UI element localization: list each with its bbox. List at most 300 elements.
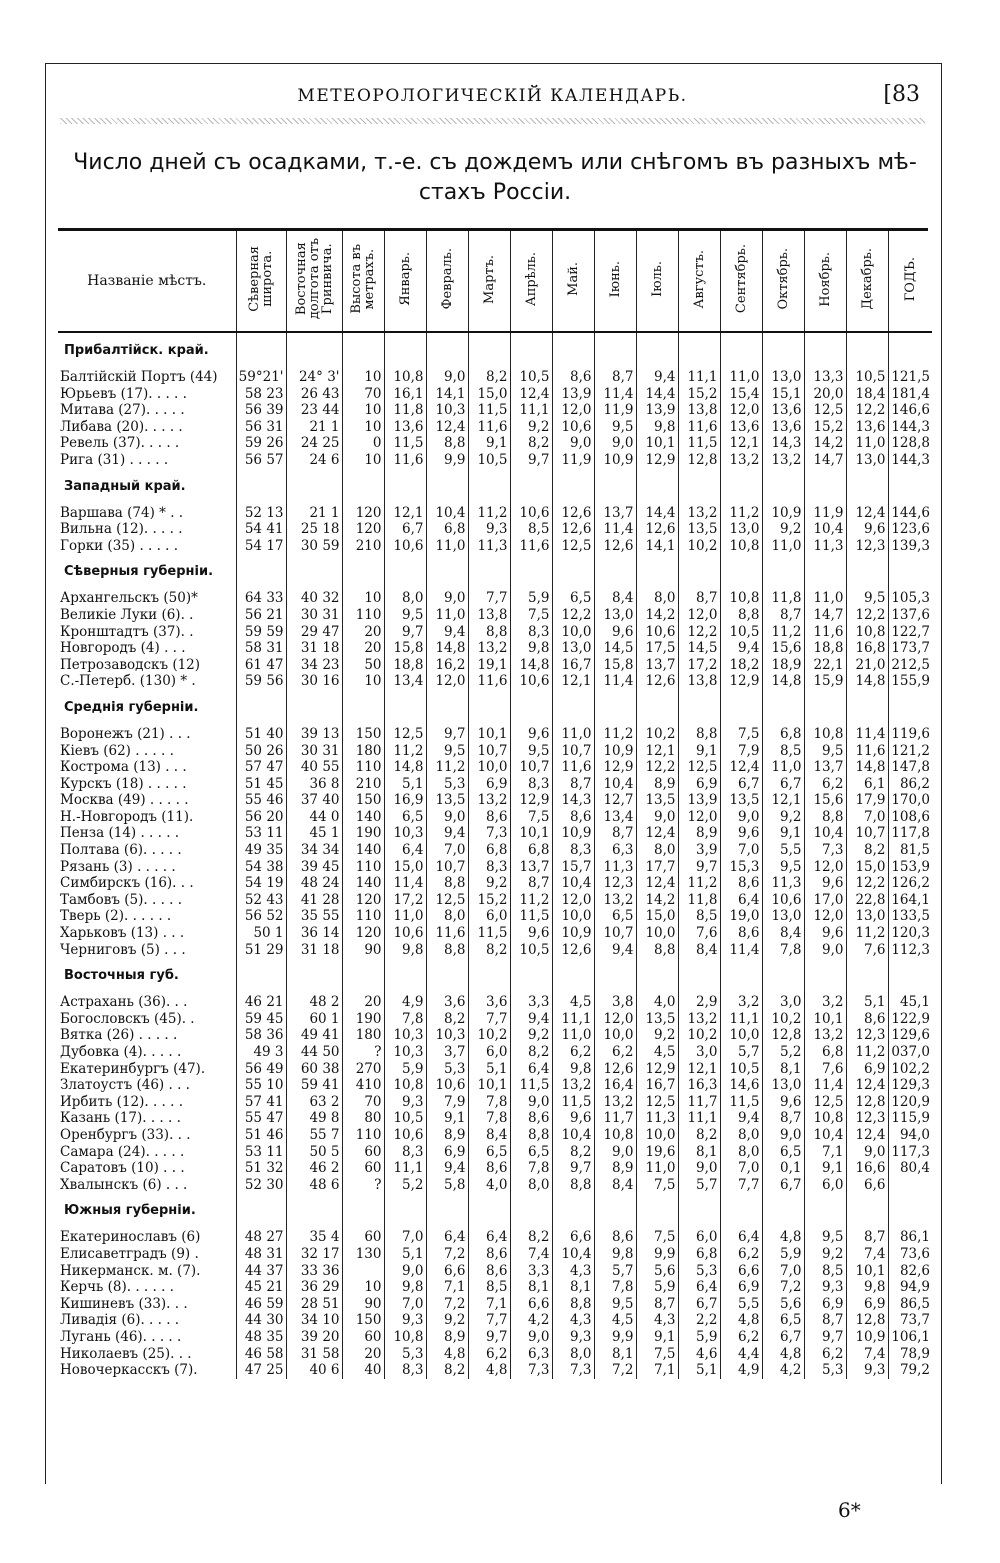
value-cell: 86,1 <box>888 1229 932 1246</box>
value-cell: 4,4 <box>720 1346 762 1363</box>
value-cell: 36 29 <box>286 1279 342 1296</box>
table-row <box>58 1329 932 1346</box>
value-cell: 11,5 <box>678 435 720 452</box>
value-cell: 9,7 <box>468 1329 510 1346</box>
value-cell: 10,1 <box>804 1011 846 1028</box>
empty-cell <box>804 469 846 505</box>
value-cell: 6,9 <box>804 1296 846 1313</box>
section-header-row <box>58 958 932 994</box>
table-row <box>58 1061 932 1078</box>
empty-cell <box>236 1193 286 1229</box>
empty-cell <box>286 690 342 726</box>
value-cell: 11,2 <box>468 505 510 522</box>
value-cell: 4,3 <box>636 1312 678 1329</box>
empty-cell <box>594 554 636 590</box>
value-cell: 9,1 <box>468 435 510 452</box>
value-cell: 15,2 <box>468 892 510 909</box>
value-cell: 59 26 <box>236 435 286 452</box>
value-cell: 9,7 <box>804 1329 846 1346</box>
value-cell: 12,9 <box>510 792 552 809</box>
value-cell: 11,2 <box>846 1044 888 1061</box>
value-cell: 4,8 <box>762 1346 804 1363</box>
value-cell: 180 <box>342 1027 384 1044</box>
value-cell: 212,5 <box>888 657 932 674</box>
place-name-cell: Елисаветградъ (9) . <box>60 1245 199 1262</box>
value-cell: 9,2 <box>510 1027 552 1044</box>
value-cell: 37 40 <box>286 792 342 809</box>
value-cell: 5,3 <box>384 1346 426 1363</box>
value-cell: 10,9 <box>594 743 636 760</box>
value-cell: 82,6 <box>888 1263 932 1280</box>
value-cell: 12,1 <box>720 435 762 452</box>
value-cell: 8,9 <box>426 1127 468 1144</box>
value-cell: 3,0 <box>678 1044 720 1061</box>
value-cell: 11,6 <box>468 673 510 690</box>
value-cell: 8,7 <box>552 776 594 793</box>
value-cell: 6,0 <box>468 1044 510 1061</box>
value-cell: 14,8 <box>762 673 804 690</box>
value-cell: 59 59 <box>236 624 286 641</box>
empty-cell <box>342 332 384 369</box>
value-cell: 12,2 <box>846 402 888 419</box>
value-cell: 9,2 <box>468 875 510 892</box>
value-cell: 63 2 <box>286 1094 342 1111</box>
value-cell: 12,5 <box>426 892 468 909</box>
value-cell: 6,6 <box>510 1296 552 1313</box>
value-cell: 13,3 <box>804 369 846 386</box>
value-cell: 6,3 <box>510 1346 552 1363</box>
value-cell: 13,0 <box>552 640 594 657</box>
value-cell: 12,2 <box>552 607 594 624</box>
value-cell: 55 7 <box>286 1127 342 1144</box>
value-cell: 11,6 <box>846 743 888 760</box>
value-cell: 59°21' <box>236 369 286 386</box>
value-cell: 11,1 <box>384 1160 426 1177</box>
value-cell: 6,4 <box>426 1229 468 1246</box>
place-name-cell: Воронежъ (21) . . . <box>60 725 191 742</box>
value-cell: 10,7 <box>846 825 888 842</box>
empty-cell <box>552 554 594 590</box>
value-cell: 4,8 <box>468 1362 510 1379</box>
value-cell: 9,4 <box>636 369 678 386</box>
value-cell: 8,7 <box>594 825 636 842</box>
value-cell: 8,3 <box>468 859 510 876</box>
value-cell: 5,1 <box>846 994 888 1011</box>
value-cell: 8,3 <box>510 624 552 641</box>
empty-cell <box>510 469 552 505</box>
empty-cell <box>804 332 846 369</box>
value-cell: 34 10 <box>286 1312 342 1329</box>
value-cell: 60 1 <box>286 1011 342 1028</box>
value-cell: 12,6 <box>552 505 594 522</box>
value-cell: 122,7 <box>888 624 932 641</box>
value-cell: 5,9 <box>510 590 552 607</box>
value-cell: 410 <box>342 1077 384 1094</box>
value-cell: 13,5 <box>426 792 468 809</box>
section-header-row <box>58 1193 932 1229</box>
value-cell: 56 57 <box>236 452 286 469</box>
value-cell: 6,8 <box>426 521 468 538</box>
value-cell: 6,4 <box>720 1229 762 1246</box>
value-cell: 15,2 <box>678 386 720 403</box>
value-cell: 8,0 <box>636 842 678 859</box>
value-cell: 8,5 <box>762 743 804 760</box>
value-cell: 8,6 <box>552 809 594 826</box>
value-cell: 11,1 <box>552 1011 594 1028</box>
value-cell: 8,2 <box>510 1044 552 1061</box>
table-row <box>58 743 932 760</box>
value-cell: 10,8 <box>846 624 888 641</box>
value-cell: 8,8 <box>510 1127 552 1144</box>
value-cell: 7,3 <box>510 1362 552 1379</box>
value-cell: 120 <box>342 505 384 522</box>
empty-cell <box>426 332 468 369</box>
value-cell: 56 39 <box>236 402 286 419</box>
empty-cell <box>236 469 286 505</box>
value-cell: 8,1 <box>678 1144 720 1161</box>
value-cell: 9,4 <box>720 640 762 657</box>
value-cell: 45 21 <box>236 1279 286 1296</box>
value-cell: 11,2 <box>384 743 426 760</box>
value-cell: 110 <box>342 908 384 925</box>
value-cell: 8,0 <box>552 1346 594 1363</box>
value-cell: 10,2 <box>678 1027 720 1044</box>
value-cell: 8,8 <box>720 607 762 624</box>
empty-cell <box>384 332 426 369</box>
value-cell: 12,5 <box>804 402 846 419</box>
value-cell: 9,6 <box>720 825 762 842</box>
value-cell: 8,5 <box>510 521 552 538</box>
value-cell: 146,6 <box>888 402 932 419</box>
value-cell: 9,0 <box>678 1160 720 1177</box>
value-cell: 61 47 <box>236 657 286 674</box>
table-row <box>58 1263 932 1280</box>
value-cell: 60 <box>342 1329 384 1346</box>
value-cell: 35 55 <box>286 908 342 925</box>
value-cell: 20,0 <box>804 386 846 403</box>
value-cell: 9,0 <box>510 1329 552 1346</box>
value-cell: 46 2 <box>286 1160 342 1177</box>
empty-cell <box>762 1193 804 1229</box>
value-cell: 9,7 <box>426 726 468 743</box>
value-cell: 8,2 <box>426 1362 468 1379</box>
value-cell: 9,6 <box>846 521 888 538</box>
value-cell: 8,8 <box>426 435 468 452</box>
place-name-cell: Ирбить (12). . . . . <box>60 1093 183 1110</box>
value-cell: 34 34 <box>286 842 342 859</box>
value-cell: 12,9 <box>636 452 678 469</box>
value-cell: 8,3 <box>510 776 552 793</box>
value-cell: 120 <box>342 521 384 538</box>
value-cell: 8,0 <box>636 590 678 607</box>
value-cell: ? <box>342 1177 384 1194</box>
place-name-cell: Николаевъ (25). . . <box>60 1345 192 1362</box>
value-cell: 8,1 <box>762 1061 804 1078</box>
value-cell: 20 <box>342 994 384 1011</box>
value-cell: 11,1 <box>510 402 552 419</box>
value-cell: 10,6 <box>510 673 552 690</box>
value-cell: 26 43 <box>286 386 342 403</box>
value-cell: 60 <box>342 1229 384 1246</box>
header-month: Февраль. <box>426 231 468 332</box>
value-cell: 8,6 <box>468 809 510 826</box>
value-cell: 4,8 <box>426 1346 468 1363</box>
value-cell: 9,8 <box>384 1279 426 1296</box>
value-cell: 8,4 <box>594 1177 636 1194</box>
value-cell: 13,6 <box>720 419 762 436</box>
table-row <box>58 590 932 607</box>
value-cell: 86,2 <box>888 776 932 793</box>
value-cell: 51 46 <box>236 1127 286 1144</box>
value-cell: 24 25 <box>286 435 342 452</box>
value-cell: 12,0 <box>804 908 846 925</box>
value-cell: 9,5 <box>594 1296 636 1313</box>
value-cell: 4,6 <box>678 1346 720 1363</box>
value-cell: 8,9 <box>678 825 720 842</box>
value-cell: 14,8 <box>846 759 888 776</box>
value-cell: 9,0 <box>636 809 678 826</box>
value-cell: 16,1 <box>384 386 426 403</box>
value-cell: 14,4 <box>636 386 678 403</box>
value-cell: 5,8 <box>426 1177 468 1194</box>
value-cell: 7,4 <box>510 1246 552 1263</box>
value-cell: 20 <box>342 1346 384 1363</box>
value-cell: 9,8 <box>846 1279 888 1296</box>
value-cell: 18,9 <box>762 657 804 674</box>
value-cell: 10,9 <box>552 925 594 942</box>
table-row <box>58 1144 932 1161</box>
value-cell: 7,2 <box>594 1362 636 1379</box>
value-cell: 10,5 <box>510 369 552 386</box>
empty-cell <box>720 332 762 369</box>
value-cell: 6,9 <box>720 1279 762 1296</box>
value-cell: 4,8 <box>720 1312 762 1329</box>
value-cell: 31 58 <box>286 1346 342 1363</box>
value-cell: 10,2 <box>468 1027 510 1044</box>
table-row <box>58 1296 932 1313</box>
value-cell: 3,0 <box>762 994 804 1011</box>
value-cell: 80 <box>342 1110 384 1127</box>
value-cell: 10,4 <box>552 1127 594 1144</box>
value-cell: 7,9 <box>426 1094 468 1111</box>
value-cell: 8,7 <box>762 607 804 624</box>
value-cell: 122,9 <box>888 1011 932 1028</box>
value-cell: 57 47 <box>236 759 286 776</box>
value-cell: 13,7 <box>594 505 636 522</box>
value-cell: 8,2 <box>552 1144 594 1161</box>
value-cell: 10,7 <box>426 859 468 876</box>
value-cell: 14,7 <box>804 452 846 469</box>
value-cell: 10 <box>342 1279 384 1296</box>
value-cell: 17,5 <box>636 640 678 657</box>
value-cell: 10,9 <box>846 1329 888 1346</box>
value-cell: 9,5 <box>510 743 552 760</box>
value-cell: 14,8 <box>384 759 426 776</box>
value-cell: 9,6 <box>594 624 636 641</box>
table-row <box>58 825 932 842</box>
value-cell: 13,2 <box>804 1027 846 1044</box>
value-cell: 12,7 <box>594 792 636 809</box>
value-cell: 126,2 <box>888 875 932 892</box>
value-cell: 6,7 <box>762 1177 804 1194</box>
value-cell: 7,5 <box>720 726 762 743</box>
value-cell: 137,6 <box>888 607 932 624</box>
value-cell: 10 <box>342 402 384 419</box>
value-cell: 9,1 <box>426 1110 468 1127</box>
value-cell: 19,0 <box>720 908 762 925</box>
value-cell: 12,5 <box>804 1094 846 1111</box>
value-cell: 8,2 <box>678 1127 720 1144</box>
section-title: Сѣверныя губерніи. <box>64 564 214 580</box>
value-cell: 12,4 <box>636 875 678 892</box>
value-cell: 9,0 <box>426 369 468 386</box>
value-cell: 7,1 <box>468 1296 510 1313</box>
value-cell: 9,7 <box>552 1160 594 1177</box>
table-row <box>58 859 932 876</box>
value-cell: 6,9 <box>426 1144 468 1161</box>
empty-cell <box>594 469 636 505</box>
value-cell: 10,8 <box>384 369 426 386</box>
value-cell: 7,0 <box>426 842 468 859</box>
header-row <box>58 231 932 332</box>
value-cell: 4,0 <box>468 1177 510 1194</box>
place-name-cell: С.-Петерб. (130) * . <box>60 673 196 690</box>
value-cell: 21 1 <box>286 419 342 436</box>
value-cell: 12,2 <box>846 607 888 624</box>
empty-cell <box>426 554 468 590</box>
value-cell: 54 41 <box>236 521 286 538</box>
value-cell: 3,7 <box>426 1044 468 1061</box>
value-cell: 9,3 <box>552 1329 594 1346</box>
table-row <box>58 875 932 892</box>
value-cell: 155,9 <box>888 673 932 690</box>
value-cell: 10,6 <box>384 925 426 942</box>
value-cell: 8,1 <box>552 1279 594 1296</box>
value-cell: 5,3 <box>678 1263 720 1280</box>
value-cell: 9,0 <box>804 942 846 959</box>
value-cell: 53 11 <box>236 1144 286 1161</box>
value-cell: 11,6 <box>804 624 846 641</box>
value-cell: 12,4 <box>510 386 552 403</box>
table-row <box>58 402 932 419</box>
table-row <box>58 369 932 386</box>
value-cell: 48 24 <box>286 875 342 892</box>
value-cell: 10 <box>342 419 384 436</box>
empty-cell <box>720 958 762 994</box>
value-cell: 15,6 <box>804 792 846 809</box>
place-name-cell: Либава (20). . . . . <box>60 418 183 435</box>
value-cell: 12,8 <box>678 452 720 469</box>
value-cell: 8,3 <box>384 1144 426 1161</box>
empty-cell <box>720 690 762 726</box>
table-row <box>58 386 932 403</box>
section-title: Западный край. <box>64 478 186 494</box>
table-row <box>58 419 932 436</box>
value-cell: 7,3 <box>468 825 510 842</box>
value-cell: 4,9 <box>384 994 426 1011</box>
table-row <box>58 1094 932 1111</box>
value-cell: 90 <box>342 1296 384 1313</box>
value-cell: 12,2 <box>636 759 678 776</box>
value-cell: 5,3 <box>426 776 468 793</box>
value-cell: 5,1 <box>468 1061 510 1078</box>
value-cell: 5,5 <box>720 1296 762 1313</box>
value-cell: 58 36 <box>236 1027 286 1044</box>
value-cell: 12,3 <box>846 538 888 555</box>
value-cell: 11,5 <box>468 402 510 419</box>
value-cell: 16,9 <box>384 792 426 809</box>
value-cell: 11,2 <box>846 925 888 942</box>
value-cell: 12,0 <box>804 859 846 876</box>
value-cell: 13,2 <box>468 792 510 809</box>
value-cell: 9,0 <box>846 1144 888 1161</box>
value-cell: 70 <box>342 386 384 403</box>
header-month: Ноябрь. <box>804 231 846 332</box>
value-cell: 140 <box>342 842 384 859</box>
value-cell: 11,8 <box>678 892 720 909</box>
empty-cell <box>236 690 286 726</box>
header-month: Апрѣль. <box>510 231 552 332</box>
value-cell: 129,6 <box>888 1027 932 1044</box>
empty-cell <box>636 1193 678 1229</box>
value-cell: 10,5 <box>468 452 510 469</box>
value-cell: 10,7 <box>510 759 552 776</box>
empty-cell <box>468 469 510 505</box>
value-cell: 52 13 <box>236 505 286 522</box>
empty-cell <box>846 690 888 726</box>
value-cell: 46 58 <box>236 1346 286 1363</box>
value-cell: 8,7 <box>510 875 552 892</box>
value-cell: 55 47 <box>236 1110 286 1127</box>
value-cell: 121,2 <box>888 743 932 760</box>
value-cell: 10,0 <box>636 1127 678 1144</box>
value-cell: 18,2 <box>720 657 762 674</box>
value-cell: 11,6 <box>384 452 426 469</box>
value-cell: 11,1 <box>678 369 720 386</box>
value-cell: 9,8 <box>552 1061 594 1078</box>
empty-cell <box>846 469 888 505</box>
value-cell: 12,6 <box>636 673 678 690</box>
empty-cell <box>426 958 468 994</box>
value-cell: 12,6 <box>636 521 678 538</box>
value-cell: 55 46 <box>236 792 286 809</box>
value-cell: 51 40 <box>236 726 286 743</box>
value-cell: 9,2 <box>804 1246 846 1263</box>
empty-cell <box>468 1193 510 1229</box>
value-cell: 7,6 <box>846 942 888 959</box>
running-title: МЕТЕОРОЛОГИЧЕСКІЙ КАЛЕНДАРЬ. <box>297 86 688 106</box>
place-name-cell: Казань (17). . . . . <box>60 1110 181 1127</box>
value-cell: 10,7 <box>468 743 510 760</box>
value-cell: 8,8 <box>552 1296 594 1313</box>
value-cell: 5,2 <box>384 1177 426 1194</box>
value-cell: 4,9 <box>720 1362 762 1379</box>
value-cell: 13,2 <box>468 640 510 657</box>
value-cell: 10,8 <box>804 1110 846 1127</box>
value-cell: 12,4 <box>846 1077 888 1094</box>
value-cell: 15,7 <box>552 859 594 876</box>
value-cell: 12,8 <box>846 1094 888 1111</box>
table-row <box>58 1160 932 1177</box>
place-name-cell: Ревель (37). . . . . <box>60 435 180 452</box>
value-cell: 190 <box>342 1011 384 1028</box>
value-cell: 7,4 <box>846 1346 888 1363</box>
empty-cell <box>468 690 510 726</box>
value-cell <box>888 1177 932 1194</box>
value-cell: 8,6 <box>720 875 762 892</box>
value-cell: 8,6 <box>468 1263 510 1280</box>
value-cell: 5,7 <box>720 1044 762 1061</box>
